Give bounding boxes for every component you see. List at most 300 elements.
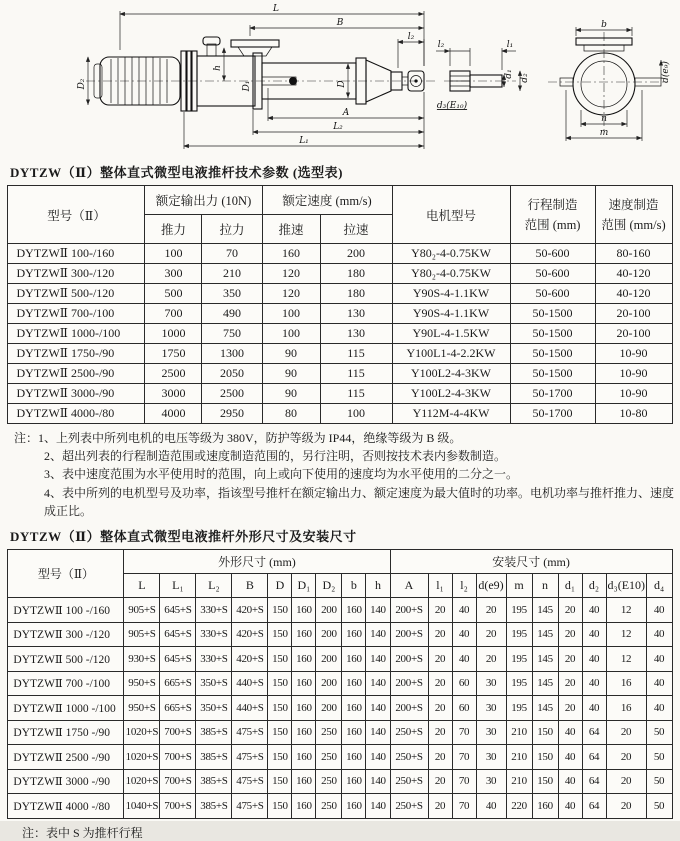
table-row: [8, 598, 672, 623]
value-cell: 385+S: [196, 745, 232, 770]
value-cell: 20: [558, 598, 582, 623]
model-cell: DYTZWⅡ 700 -/100: [8, 671, 124, 696]
value-cell: 950+S: [124, 671, 160, 696]
dim-label-h: h: [213, 65, 223, 71]
value-cell: 60: [452, 671, 476, 696]
col-b: b: [342, 574, 366, 598]
value-cell: 50-1700: [510, 384, 595, 404]
detail-label-l2: l₂: [437, 40, 445, 50]
dim-label-D2: D₂: [77, 78, 87, 90]
table-row: [8, 284, 672, 304]
col-D1: D₁: [292, 574, 316, 598]
value-cell: 140: [366, 696, 390, 721]
value-cell: 20: [558, 671, 582, 696]
value-cell: 160: [292, 745, 316, 770]
value-cell: 20: [606, 745, 646, 770]
note-3: 3、表中速度范围为水平使用时的范围，向上或向下使用的速度均为水平使用的二分之一。: [44, 467, 519, 482]
value-cell: 150: [268, 794, 292, 819]
value-cell: 145: [532, 598, 558, 623]
col-pull-speed: 拉速: [320, 215, 392, 244]
value-cell: 40: [646, 647, 672, 672]
value-cell: 160: [342, 696, 366, 721]
dim-label-D1: D₁: [242, 80, 252, 92]
speed-range-line2: 范围 (mm/s): [601, 217, 666, 232]
table-row: [8, 324, 672, 344]
value-cell: 250+S: [390, 794, 428, 819]
value-cell: 50-1500: [510, 324, 595, 344]
value-cell: 20-100: [595, 324, 672, 344]
model-cell: DYTZWⅡ 1000 -/100: [8, 696, 124, 721]
value-cell: 210: [202, 264, 262, 284]
value-cell: 350+S: [196, 696, 232, 721]
value-cell: 200+S: [390, 598, 428, 623]
value-cell: 12: [606, 622, 646, 647]
table-row: [8, 404, 672, 424]
value-cell: 150: [268, 720, 292, 745]
model-cell: DYTZWⅡ 3000 -/90: [8, 769, 124, 794]
value-cell: 30: [476, 671, 506, 696]
value-cell: 160: [292, 696, 316, 721]
stroke-note: 注：表中 S 为推杆行程: [22, 825, 143, 840]
value-cell: 200: [320, 244, 392, 264]
value-cell: 145: [532, 671, 558, 696]
value-cell: 150: [268, 647, 292, 672]
value-cell: 200+S: [390, 647, 428, 672]
value-cell: 905+S: [124, 598, 160, 623]
oil-tank: [231, 40, 279, 56]
value-cell: 20: [428, 745, 452, 770]
table-row: [8, 647, 672, 672]
model-cell: DYTZWⅡ 1750-/90: [8, 344, 145, 364]
col-A: A: [390, 574, 428, 598]
value-cell: 120: [262, 284, 320, 304]
value-cell: 50-1500: [510, 344, 595, 364]
value-cell: Y90S-4-1.1KW: [392, 304, 510, 324]
table-row: [8, 244, 672, 264]
value-cell: 40: [558, 720, 582, 745]
value-cell: 700+S: [160, 769, 196, 794]
value-cell: 250+S: [390, 769, 428, 794]
value-cell: 500: [145, 284, 202, 304]
value-cell: 250: [316, 720, 342, 745]
value-cell: 20: [428, 598, 452, 623]
note-4: 4、表中所列的电机型号及功率，指该型号推杆在额定输出力、额定速度为最大值时的功率。电机功率与推杆推力、速度成正比。: [44, 485, 675, 518]
col-L1: L₁: [160, 574, 196, 598]
value-cell: 200: [316, 696, 342, 721]
value-cell: 20-100: [595, 304, 672, 324]
value-cell: 420+S: [232, 647, 268, 672]
table-row: [8, 745, 672, 770]
stroke-range-line1: 行程制造: [527, 197, 578, 212]
detail-label-l1: l₁: [506, 40, 514, 50]
detail-label-d2: d₂: [520, 73, 530, 83]
value-cell: 20: [428, 671, 452, 696]
endview-label-b: b: [601, 20, 607, 30]
value-cell: 30: [476, 769, 506, 794]
value-cell: 180: [320, 264, 392, 284]
col-rated-speed-group: 额定速度 (mm/s): [262, 186, 392, 215]
value-cell: 20: [428, 720, 452, 745]
col-d4: d₄: [646, 574, 672, 598]
notes-list: [14, 429, 680, 520]
value-cell: 160: [342, 598, 366, 623]
table-row: [8, 622, 672, 647]
value-cell: 440+S: [232, 696, 268, 721]
value-cell: 300: [145, 264, 202, 284]
value-cell: 100: [262, 324, 320, 344]
value-cell: 20: [558, 647, 582, 672]
model-cell: DYTZWⅡ 100 -/160: [8, 598, 124, 623]
value-cell: 330+S: [196, 647, 232, 672]
value-cell: 150: [532, 720, 558, 745]
value-cell: 2500: [202, 384, 262, 404]
value-cell: 10-80: [595, 404, 672, 424]
value-cell: 30: [476, 696, 506, 721]
endview-label-n: n: [601, 114, 607, 124]
section1-title: DYTZW（Ⅱ）整体直式微型电液推杆技术参数 (选型表): [10, 165, 343, 180]
value-cell: 64: [582, 745, 606, 770]
model-cell: DYTZWⅡ 100-/160: [8, 244, 145, 264]
dim-label-L2: L₂: [333, 122, 343, 132]
value-cell: 490: [202, 304, 262, 324]
value-cell: 40: [646, 696, 672, 721]
value-cell: 750: [202, 324, 262, 344]
value-cell: 1040+S: [124, 794, 160, 819]
value-cell: 12: [606, 647, 646, 672]
value-cell: Y100L1-4-2.2KW: [392, 344, 510, 364]
value-cell: 330+S: [196, 622, 232, 647]
table-row: [8, 264, 672, 284]
value-cell: Y100L2-4-3KW: [392, 364, 510, 384]
value-cell: 4000: [145, 404, 202, 424]
value-cell: 200: [316, 671, 342, 696]
value-cell: 1300: [202, 344, 262, 364]
value-cell: 16: [606, 671, 646, 696]
value-cell: 20: [476, 598, 506, 623]
value-cell: 20: [476, 647, 506, 672]
col-d2: d₂: [582, 574, 606, 598]
value-cell: 50: [646, 720, 672, 745]
value-cell: 40-120: [595, 264, 672, 284]
value-cell: 1020+S: [124, 745, 160, 770]
note-2: 2、超出列表的行程制造范围或速度制造范围的，另行注明，否则按技术表内参数制造。: [44, 449, 507, 464]
value-cell: 140: [366, 622, 390, 647]
value-cell: 195: [506, 622, 532, 647]
value-cell: 200: [316, 598, 342, 623]
value-cell: 40: [452, 647, 476, 672]
value-cell: 665+S: [160, 696, 196, 721]
value-cell: 180: [320, 284, 392, 304]
value-cell: 70: [202, 244, 262, 264]
value-cell: 160: [262, 244, 320, 264]
model-cell: DYTZWⅡ 300 -/120: [8, 622, 124, 647]
col-D2: D₂: [316, 574, 342, 598]
section2-title: DYTZW（Ⅱ）整体直式微型电液推杆外形尺寸及安装尺寸: [10, 529, 357, 545]
col-D: D: [268, 574, 292, 598]
value-cell: 80-160: [595, 244, 672, 264]
value-cell: 150: [532, 769, 558, 794]
value-cell: 20: [606, 769, 646, 794]
value-cell: 160: [292, 622, 316, 647]
col-outline-group: 外形尺寸 (mm): [124, 550, 390, 574]
value-cell: 130: [320, 324, 392, 344]
value-cell: 140: [366, 671, 390, 696]
col-motor-model: 电机型号: [392, 186, 510, 244]
model-cell: DYTZWⅡ 700-/100: [8, 304, 145, 324]
value-cell: 40: [582, 696, 606, 721]
value-cell: 160: [342, 769, 366, 794]
value-cell: 160: [342, 622, 366, 647]
spec-table: [7, 185, 672, 424]
value-cell: 210: [506, 745, 532, 770]
value-cell: 140: [366, 720, 390, 745]
value-cell: 150: [268, 745, 292, 770]
rod-end-detail: [436, 40, 530, 111]
value-cell: 220: [506, 794, 532, 819]
value-cell: 330+S: [196, 598, 232, 623]
value-cell: 145: [532, 696, 558, 721]
value-cell: 20: [476, 622, 506, 647]
value-cell: Y80₂-4-0.75KW: [392, 244, 510, 264]
value-cell: 145: [532, 622, 558, 647]
value-cell: 200+S: [390, 671, 428, 696]
value-cell: 50: [646, 794, 672, 819]
value-cell: 100: [145, 244, 202, 264]
value-cell: 16: [606, 696, 646, 721]
col-d3E10: d₃(E10): [606, 574, 646, 598]
end-view: [548, 20, 671, 141]
value-cell: 64: [582, 769, 606, 794]
value-cell: 210: [506, 720, 532, 745]
value-cell: 50-600: [510, 284, 595, 304]
col-rated-force-group: 额定输出力 (10N): [145, 186, 262, 215]
value-cell: 90: [262, 364, 320, 384]
col-install-group: 安装尺寸 (mm): [390, 550, 672, 574]
value-cell: Y90L-4-1.5KW: [392, 324, 510, 344]
value-cell: 200: [316, 647, 342, 672]
value-cell: 195: [506, 696, 532, 721]
col-m: m: [506, 574, 532, 598]
table-row: [8, 364, 672, 384]
value-cell: 1020+S: [124, 720, 160, 745]
value-cell: 150: [268, 598, 292, 623]
value-cell: 905+S: [124, 622, 160, 647]
value-cell: 20: [606, 794, 646, 819]
technical-drawing: [0, 0, 680, 158]
value-cell: 70: [452, 745, 476, 770]
col-h: h: [366, 574, 390, 598]
value-cell: 200+S: [390, 696, 428, 721]
value-cell: 130: [320, 304, 392, 324]
value-cell: 50-600: [510, 264, 595, 284]
value-cell: 160: [342, 745, 366, 770]
value-cell: 2500: [145, 364, 202, 384]
value-cell: 700+S: [160, 720, 196, 745]
value-cell: 160: [292, 794, 316, 819]
value-cell: 160: [342, 794, 366, 819]
value-cell: 40: [646, 598, 672, 623]
value-cell: 50-1500: [510, 364, 595, 384]
detail-label-d1: d₁: [504, 69, 514, 79]
value-cell: 20: [428, 794, 452, 819]
value-cell: 250: [316, 769, 342, 794]
value-cell: 10-90: [595, 364, 672, 384]
dim-label-B: B: [336, 18, 344, 28]
value-cell: 145: [532, 647, 558, 672]
value-cell: 160: [292, 720, 316, 745]
value-cell: 160: [292, 598, 316, 623]
value-cell: 475+S: [232, 769, 268, 794]
value-cell: 10-90: [595, 384, 672, 404]
detail-label-d3: d₃(E₁₀): [436, 101, 468, 111]
dimension-lines: [77, 4, 424, 146]
value-cell: 50: [646, 769, 672, 794]
value-cell: 250+S: [390, 745, 428, 770]
value-cell: 420+S: [232, 598, 268, 623]
model-cell: DYTZWⅡ 500 -/120: [8, 647, 124, 672]
value-cell: 50-1500: [510, 304, 595, 324]
value-cell: 115: [320, 364, 392, 384]
value-cell: 140: [366, 769, 390, 794]
col-model: 型号（Ⅱ）: [8, 186, 145, 244]
value-cell: 1020+S: [124, 769, 160, 794]
filler-cap: [203, 37, 220, 56]
stroke-range-line2: 范围 (mm): [524, 217, 581, 232]
col-model: 型号（Ⅱ）: [8, 550, 124, 598]
model-cell: DYTZWⅡ 300-/120: [8, 264, 145, 284]
value-cell: 40: [558, 745, 582, 770]
model-cell: DYTZWⅡ 2500 -/90: [8, 745, 124, 770]
value-cell: 195: [506, 647, 532, 672]
value-cell: 150: [268, 696, 292, 721]
col-B: B: [232, 574, 268, 598]
value-cell: 40: [582, 598, 606, 623]
value-cell: 20: [558, 622, 582, 647]
value-cell: 150: [268, 671, 292, 696]
value-cell: 475+S: [232, 794, 268, 819]
table-row: [8, 384, 672, 404]
value-cell: 40: [646, 671, 672, 696]
value-cell: 350: [202, 284, 262, 304]
value-cell: 385+S: [196, 794, 232, 819]
value-cell: 20: [558, 696, 582, 721]
model-cell: DYTZWⅡ 1000-/100: [8, 324, 145, 344]
dim-label-L1: L₁: [299, 136, 309, 146]
value-cell: Y112M-4-4KW: [392, 404, 510, 424]
value-cell: 210: [506, 769, 532, 794]
value-cell: Y90S-4-1.1KW: [392, 284, 510, 304]
value-cell: 20: [428, 622, 452, 647]
col-de9: d(e9): [476, 574, 506, 598]
value-cell: 160: [292, 671, 316, 696]
col-l1: l₁: [428, 574, 452, 598]
col-n: n: [532, 574, 558, 598]
value-cell: 250: [316, 745, 342, 770]
col-stroke-range: [510, 186, 595, 244]
value-cell: 140: [366, 598, 390, 623]
table-row: [8, 344, 672, 364]
table-row: [8, 794, 672, 819]
value-cell: 30: [476, 720, 506, 745]
value-cell: 1750: [145, 344, 202, 364]
value-cell: 645+S: [160, 622, 196, 647]
col-push-force: 推力: [145, 215, 202, 244]
model-cell: DYTZWⅡ 4000 -/80: [8, 794, 124, 819]
value-cell: 140: [366, 745, 390, 770]
value-cell: 160: [342, 671, 366, 696]
col-l2: l₂: [452, 574, 476, 598]
value-cell: 30: [476, 745, 506, 770]
table-row: [8, 696, 672, 721]
value-cell: 645+S: [160, 598, 196, 623]
value-cell: 195: [506, 671, 532, 696]
value-cell: 160: [342, 647, 366, 672]
value-cell: 40: [476, 794, 506, 819]
value-cell: 160: [342, 720, 366, 745]
dim-label-l2: l₂: [407, 32, 415, 42]
value-cell: 250: [316, 794, 342, 819]
value-cell: 195: [506, 598, 532, 623]
value-cell: 10-90: [595, 344, 672, 364]
value-cell: 40: [558, 769, 582, 794]
value-cell: 40: [452, 598, 476, 623]
value-cell: 475+S: [232, 745, 268, 770]
col-L2: L₂: [196, 574, 232, 598]
endview-label-m: m: [599, 128, 609, 138]
value-cell: 700+S: [160, 745, 196, 770]
value-cell: Y100L2-4-3KW: [392, 384, 510, 404]
col-L: L: [124, 574, 160, 598]
value-cell: 160: [292, 647, 316, 672]
value-cell: 120: [262, 264, 320, 284]
value-cell: 100: [262, 304, 320, 324]
value-cell: 385+S: [196, 769, 232, 794]
spec-table-body: [8, 244, 672, 424]
table-row: [8, 671, 672, 696]
value-cell: 2050: [202, 364, 262, 384]
col-push-speed: 推速: [262, 215, 320, 244]
dimensions-table: [7, 549, 672, 819]
table-row: [8, 720, 672, 745]
value-cell: 140: [366, 647, 390, 672]
value-cell: 140: [366, 794, 390, 819]
value-cell: 40: [452, 622, 476, 647]
value-cell: 150: [268, 769, 292, 794]
value-cell: 70: [452, 794, 476, 819]
dimensions-table-body: [8, 598, 672, 819]
value-cell: 40-120: [595, 284, 672, 304]
value-cell: 20: [606, 720, 646, 745]
value-cell: 700: [145, 304, 202, 324]
dim-label-A: A: [342, 108, 350, 118]
value-cell: 90: [262, 344, 320, 364]
value-cell: 115: [320, 384, 392, 404]
value-cell: 160: [532, 794, 558, 819]
table-row: [8, 304, 672, 324]
model-cell: DYTZWⅡ 3000-/90: [8, 384, 145, 404]
value-cell: 2950: [202, 404, 262, 424]
value-cell: 3000: [145, 384, 202, 404]
value-cell: 50-1700: [510, 404, 595, 424]
value-cell: 40: [582, 647, 606, 672]
model-cell: DYTZWⅡ 2500-/90: [8, 364, 145, 384]
value-cell: 645+S: [160, 647, 196, 672]
col-speed-range: [595, 186, 672, 244]
model-cell: DYTZWⅡ 1750 -/90: [8, 720, 124, 745]
value-cell: 20: [428, 696, 452, 721]
value-cell: 70: [452, 769, 476, 794]
value-cell: 40: [646, 622, 672, 647]
